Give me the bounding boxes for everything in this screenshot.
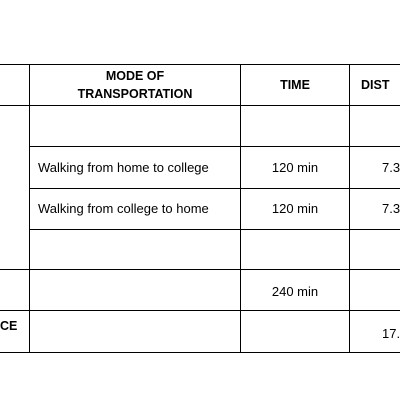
header-divider <box>0 105 400 106</box>
header-mode-line2: TRANSPORTATION <box>77 87 193 101</box>
row-label-partial: CE <box>0 319 18 333</box>
row-divider <box>29 188 400 189</box>
mode-cell: Walking from home to college <box>38 160 209 175</box>
row-divider <box>29 229 400 230</box>
column-divider <box>29 64 30 353</box>
header-time: TIME <box>280 78 310 92</box>
table-border-bottom <box>0 352 400 353</box>
distance-cell: 7.3 <box>382 201 400 216</box>
time-cell: 240 min <box>271 284 319 299</box>
header-mode-line1: MODE OF <box>105 69 165 83</box>
row-divider <box>0 310 400 311</box>
header-distance: DIST <box>361 78 390 92</box>
row-divider <box>0 269 400 270</box>
distance-cell: 7.3 <box>382 160 400 175</box>
row-divider <box>29 146 400 147</box>
column-divider <box>349 64 350 353</box>
mode-cell: Walking from college to home <box>38 201 209 216</box>
distance-cell: 17. <box>382 326 400 341</box>
time-cell: 120 min <box>271 160 319 175</box>
table-border-top <box>0 64 400 65</box>
time-cell: 120 min <box>271 201 319 216</box>
